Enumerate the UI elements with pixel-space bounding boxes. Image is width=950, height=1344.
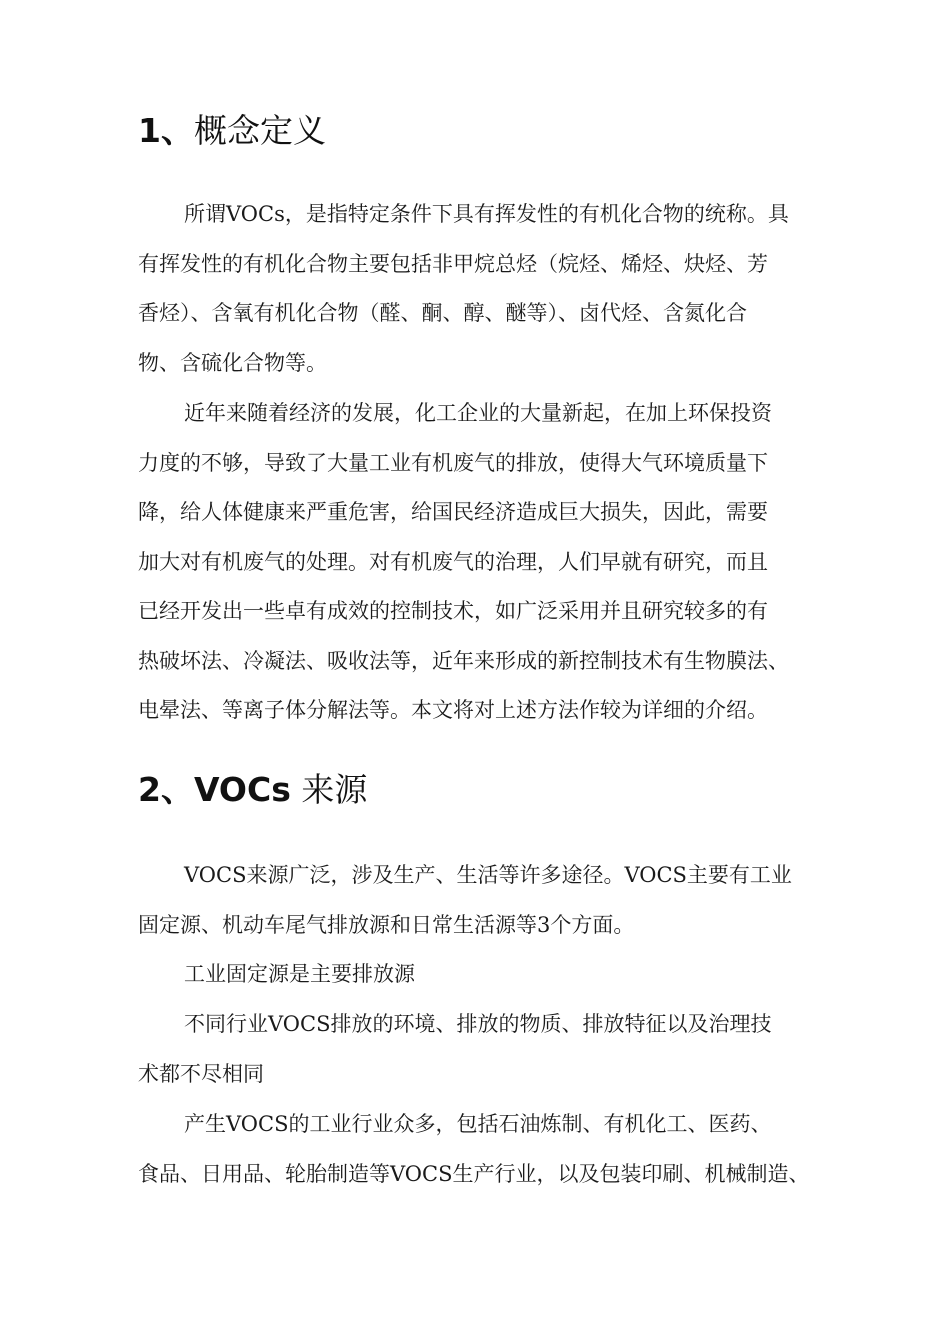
section-2-heading	[138, 770, 367, 810]
section-2-paragraph-2	[138, 950, 828, 1000]
section-2-paragraph-4	[138, 1100, 828, 1199]
section-1-number: 1、	[138, 111, 194, 150]
text-line: 加大对有机废气的处理。对有机废气的治理，人们早就有研究，而且	[138, 549, 768, 574]
text-line: 术都不尽相同	[138, 1061, 264, 1086]
text-line: 香烃）、含氧有机化合物（醛、酮、醇、醚等）、卤代烃、含氮化合	[138, 301, 747, 325]
text-line: 固定源、机动车尾气排放源和日常生活源等3个方面。	[138, 912, 635, 937]
text-line: 已经开发出一些卓有成效的控制技术，如广泛采用并且研究较多的有	[138, 599, 768, 623]
section-2-paragraph-3	[138, 1000, 828, 1099]
section-1-title: 概念定义	[193, 111, 326, 150]
section-1-paragraph-2	[138, 389, 828, 736]
section-2-number: 2、VOCs	[138, 770, 291, 809]
text-line: 降，给人体健康来严重危害，给国民经济造成巨大损失，因此，需要	[138, 500, 768, 524]
text-line: 产生VOCS的工业行业众多，包括石油炼制、有机化工、医药、	[184, 1112, 772, 1136]
text-line: 工业固定源是主要排放源	[184, 962, 415, 986]
text-line: 物、含硫化合物等。	[138, 350, 327, 375]
text-line: 热破坏法、冷凝法、吸收法等，近年来形成的新控制技术有生物膜法、	[138, 648, 789, 673]
text-line: 有挥发性的有机化合物主要包括非甲烷总烃（烷烃、烯烃、炔烃、芳	[138, 251, 768, 276]
text-line: VOCS来源广泛，涉及生产、生活等许多途径。VOCS主要有工业	[184, 863, 792, 887]
section-2-title: 来源	[301, 770, 368, 809]
section-1-paragraph-1	[138, 190, 828, 388]
text-line: 食品、日用品、轮胎制造等VOCS生产行业，以及包装印刷、机械制造、	[138, 1161, 810, 1186]
text-line: 不同行业VOCS排放的环境、排放的物质、排放特征以及治理技	[184, 1012, 772, 1036]
text-line: 近年来随着经济的发展，化工企业的大量新起，在加上环保投资	[184, 401, 772, 425]
section-2-paragraph-1	[138, 851, 828, 950]
text-line: 力度的不够，导致了大量工业有机废气的排放，使得大气环境质量下	[138, 450, 768, 475]
text-line: 电晕法、等离子体分解法等。本文将对上述方法作较为详细的介绍。	[138, 698, 768, 722]
section-1-heading	[138, 111, 326, 151]
text-line: 所谓VOCs，是指特定条件下具有挥发性的有机化合物的统称。具	[184, 202, 789, 226]
